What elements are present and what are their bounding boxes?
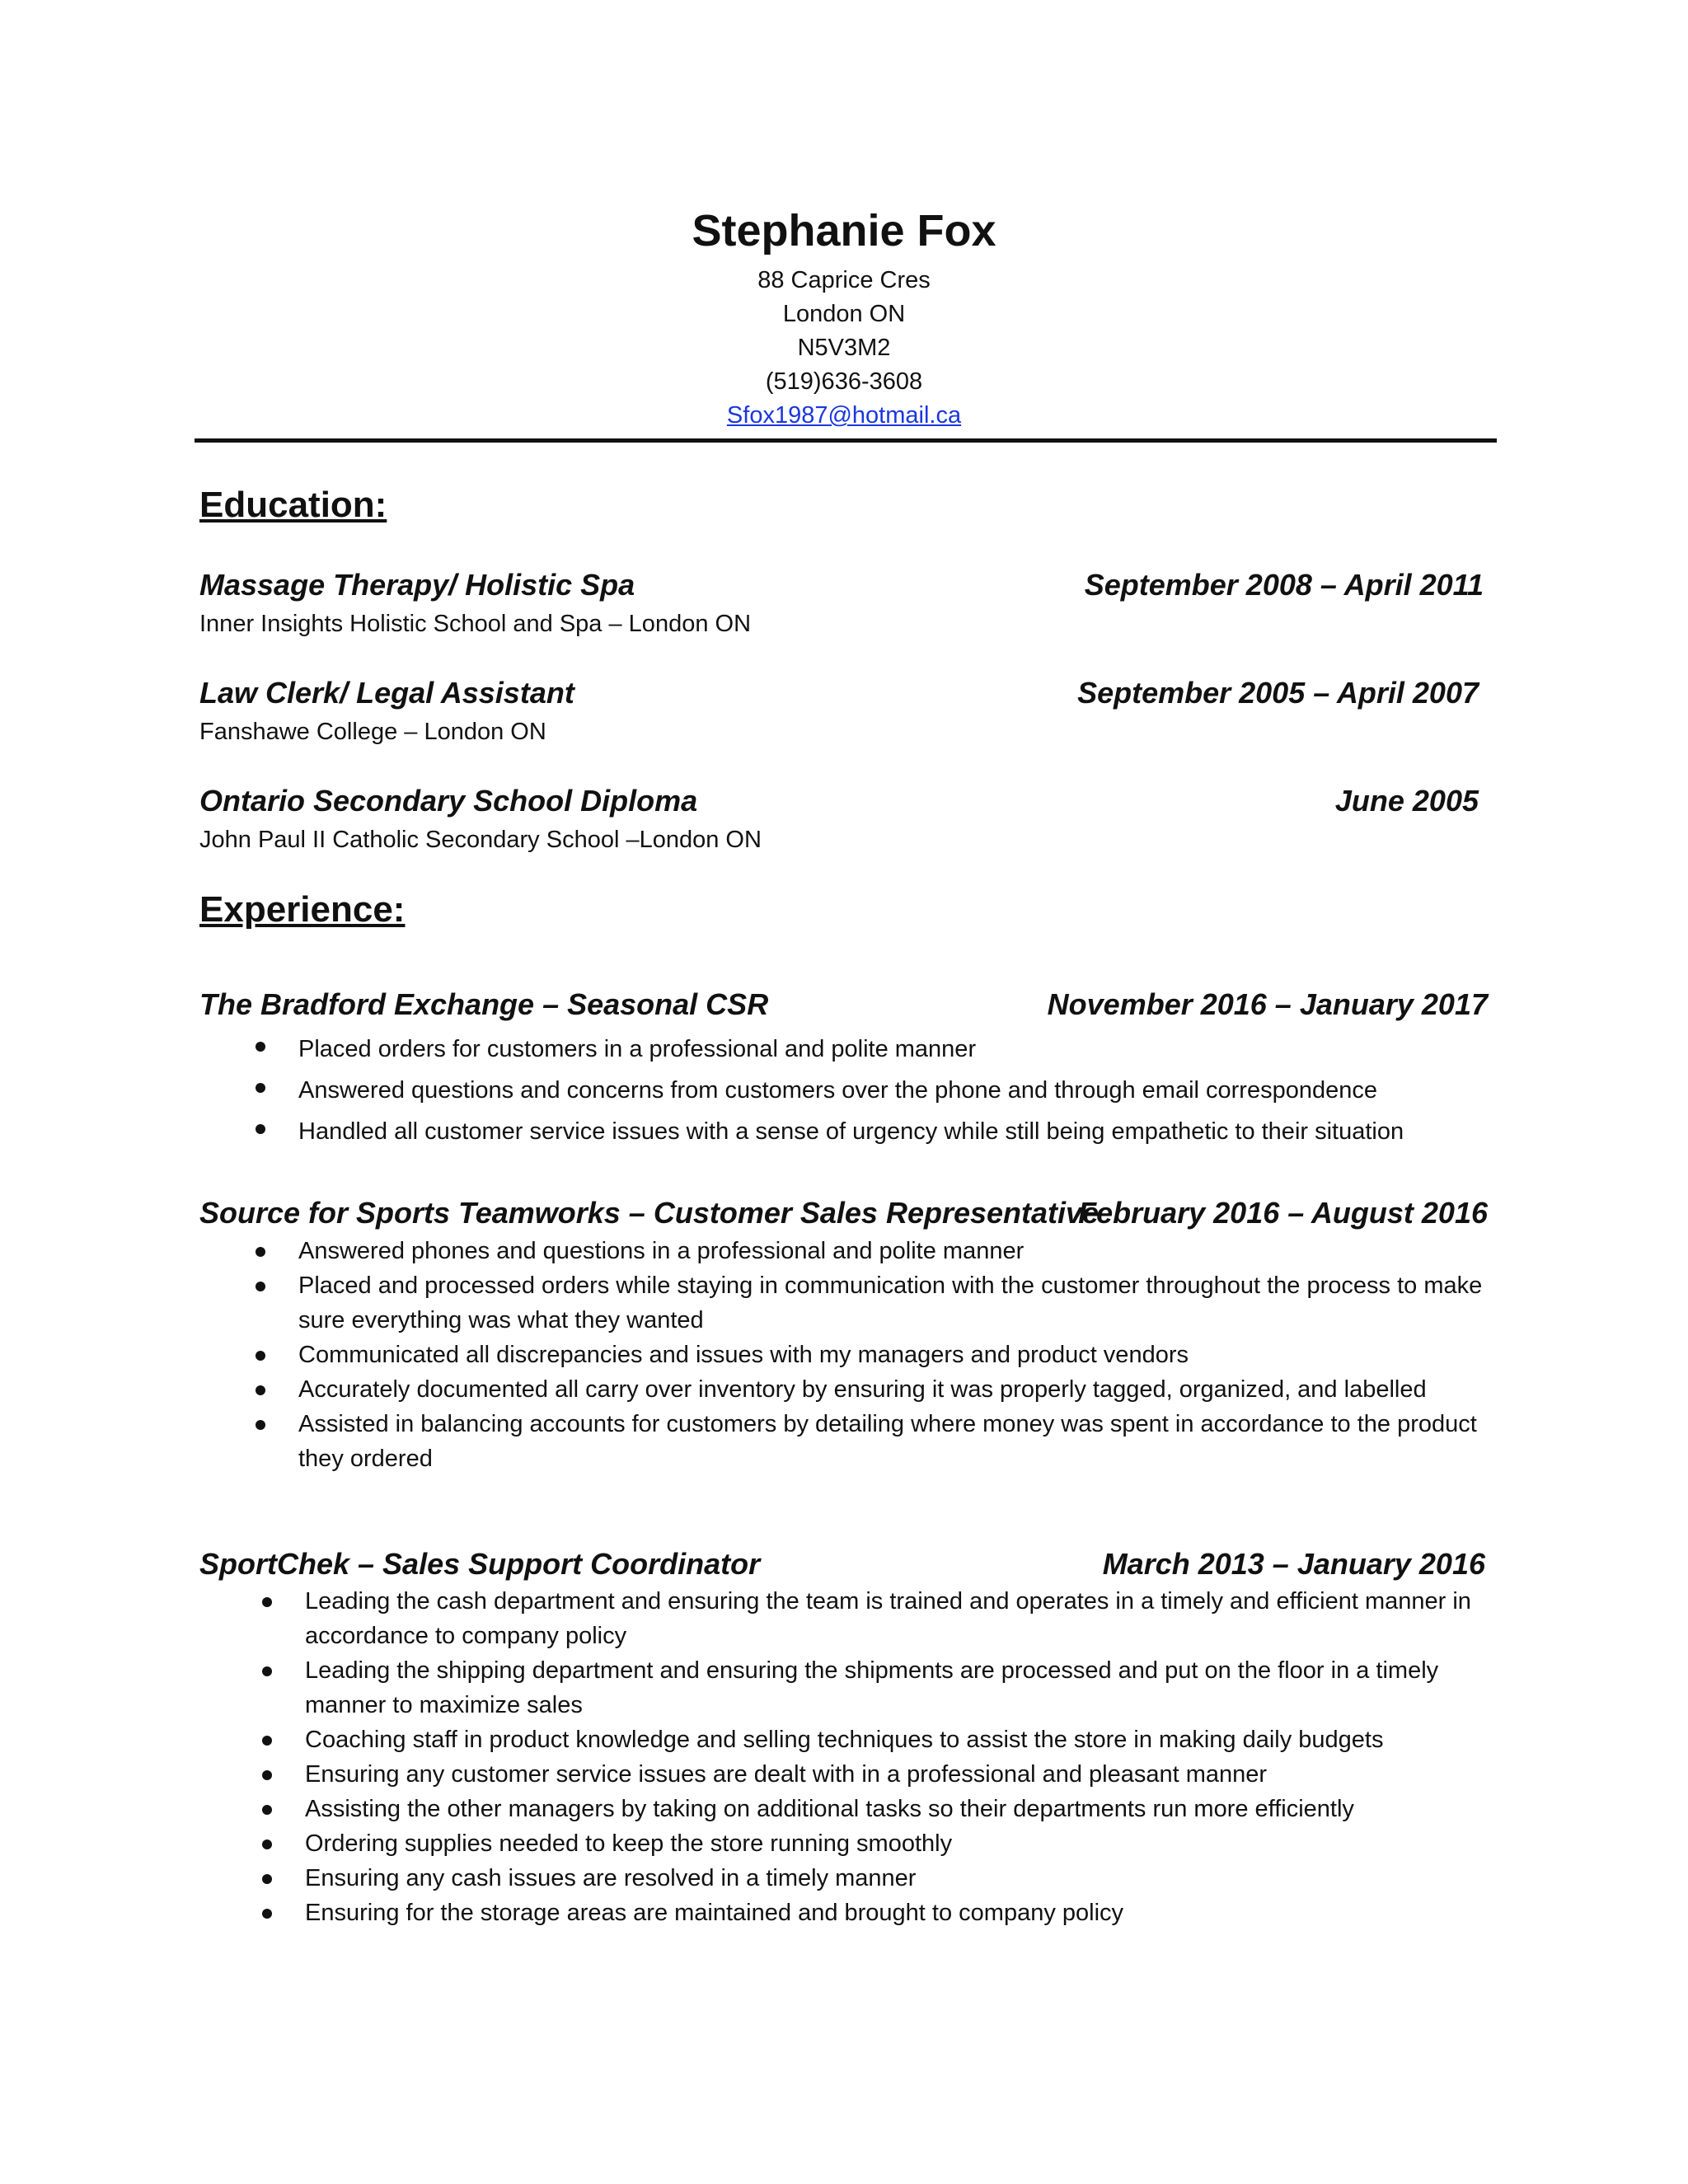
job-duties-list [305, 1584, 1492, 1930]
bullet-icon [262, 1874, 272, 1884]
list-item [298, 1029, 1502, 1070]
bullet-icon [262, 1770, 272, 1780]
duty-text: Coaching staff in product knowledge and selling techniques to assist the store in making daily budgets [305, 1727, 1384, 1753]
bullet-icon [256, 1083, 265, 1093]
bullet-icon [256, 1124, 265, 1134]
experience-entry-3 [199, 1544, 1485, 1585]
duty-text: Accurately documented all carry over inventory by ensuring it was properly tagged, organized, and labelled [298, 1376, 1427, 1403]
bullet-icon [262, 1805, 272, 1815]
list-item [305, 1722, 1492, 1757]
education-dates: June 2005 [1334, 784, 1479, 818]
list-item [305, 1757, 1492, 1792]
address-street: 88 Caprice Cres [757, 267, 931, 293]
duty-text: Placed and processed orders while staying in communication with the customer throughout the process to make sure everything was what they wanted [298, 1272, 1483, 1333]
duty-text: Answered phones and questions in a professional and polite manner [298, 1238, 1025, 1264]
job-duties-list [298, 1029, 1502, 1152]
education-entry-2 [199, 673, 1485, 714]
duty-text: Assisting the other managers by taking on additional tasks so their departments run more efficiently [305, 1796, 1354, 1822]
education-program: Ontario Secondary School Diploma [199, 784, 698, 818]
duty-text: Handled all customer service issues with a sense of urgency while still being empathetic to their situation [298, 1118, 1404, 1145]
duty-text: Leading the shipping department and ensuring the shipments are processed and put on the floor in a timely manner to maximize sales [305, 1657, 1439, 1718]
list-item [305, 1792, 1492, 1826]
bullet-icon [262, 1736, 272, 1746]
job-dates: February 2016 – August 2016 [1078, 1196, 1488, 1230]
phone-number: (519)636-3608 [765, 368, 923, 395]
list-item [305, 1653, 1492, 1722]
duty-text: Ensuring any cash issues are resolved in a timely manner [305, 1865, 917, 1891]
bullet-icon [256, 1282, 265, 1291]
bullet-icon [256, 1351, 265, 1361]
duty-text: Ensuring any customer service issues are dealt with in a professional and pleasant manner [305, 1761, 1268, 1788]
experience-entry-1 [199, 984, 1488, 1025]
list-item [298, 1372, 1485, 1407]
job-dates: November 2016 – January 2017 [1047, 987, 1488, 1021]
duty-text: Leading the cash department and ensuring the team is trained and operates in a timely and efficient manner in accordance to company policy [305, 1588, 1471, 1649]
list-item [298, 1338, 1485, 1372]
list-item [298, 1234, 1485, 1268]
education-dates: September 2008 – April 2011 [1084, 568, 1484, 602]
education-program: Law Clerk/ Legal Assistant [199, 676, 574, 710]
list-item [305, 1861, 1492, 1896]
postal-code: N5V3M2 [797, 335, 891, 361]
bullet-icon [262, 1666, 272, 1676]
job-dates: March 2013 – January 2016 [1102, 1547, 1485, 1581]
education-heading: Education: [199, 485, 387, 525]
job-title: Source for Sports Teamworks – Customer Sales Representative [199, 1196, 1100, 1230]
education-dates: September 2005 – April 2007 [1077, 676, 1479, 710]
duty-text: Placed orders for customers in a professional and polite manner [298, 1036, 977, 1062]
job-duties-list [298, 1234, 1485, 1476]
resume-header [0, 198, 1688, 433]
experience-entry-2 [199, 1193, 1488, 1234]
job-title: The Bradford Exchange – Seasonal CSR [199, 987, 769, 1021]
bullet-icon [256, 1042, 265, 1052]
list-item [298, 1070, 1502, 1111]
list-item [305, 1826, 1492, 1861]
bullet-icon [262, 1597, 272, 1607]
header-divider [195, 438, 1497, 443]
education-program: Massage Therapy/ Holistic Spa [199, 568, 635, 602]
list-item [298, 1407, 1485, 1476]
list-item [305, 1896, 1492, 1930]
duty-text: Answered questions and concerns from customers over the phone and through email correspondence [298, 1077, 1377, 1104]
list-item [298, 1111, 1502, 1152]
email-link[interactable]: Sfox1987@hotmail.ca [726, 402, 962, 429]
bullet-icon [256, 1420, 265, 1430]
bullet-icon [256, 1385, 265, 1395]
list-item [305, 1584, 1492, 1653]
bullet-icon [262, 1909, 272, 1919]
bullet-icon [262, 1840, 272, 1849]
duty-text: Ensuring for the storage areas are maintained and brought to company policy [305, 1900, 1124, 1926]
experience-heading: Experience: [199, 889, 406, 930]
education-institution: Fanshawe College – London ON [199, 719, 546, 745]
education-institution: John Paul II Catholic Secondary School –London ON [199, 827, 762, 853]
education-institution: Inner Insights Holistic School and Spa – London ON [199, 611, 752, 637]
address-city: London ON [782, 301, 906, 327]
education-entry-1 [199, 565, 1485, 606]
candidate-name: Stephanie Fox [692, 206, 996, 255]
duty-text: Communicated all discrepancies and issues with my managers and product vendors [298, 1342, 1189, 1368]
education-entry-3 [199, 780, 1485, 822]
duty-text: Ordering supplies needed to keep the store running smoothly [305, 1830, 953, 1857]
duty-text: Assisted in balancing accounts for customers by detailing where money was spent in accordance to the product they ordered [298, 1411, 1477, 1472]
bullet-icon [256, 1247, 265, 1257]
job-title: SportChek – Sales Support Coordinator [199, 1547, 761, 1581]
list-item [298, 1268, 1485, 1338]
